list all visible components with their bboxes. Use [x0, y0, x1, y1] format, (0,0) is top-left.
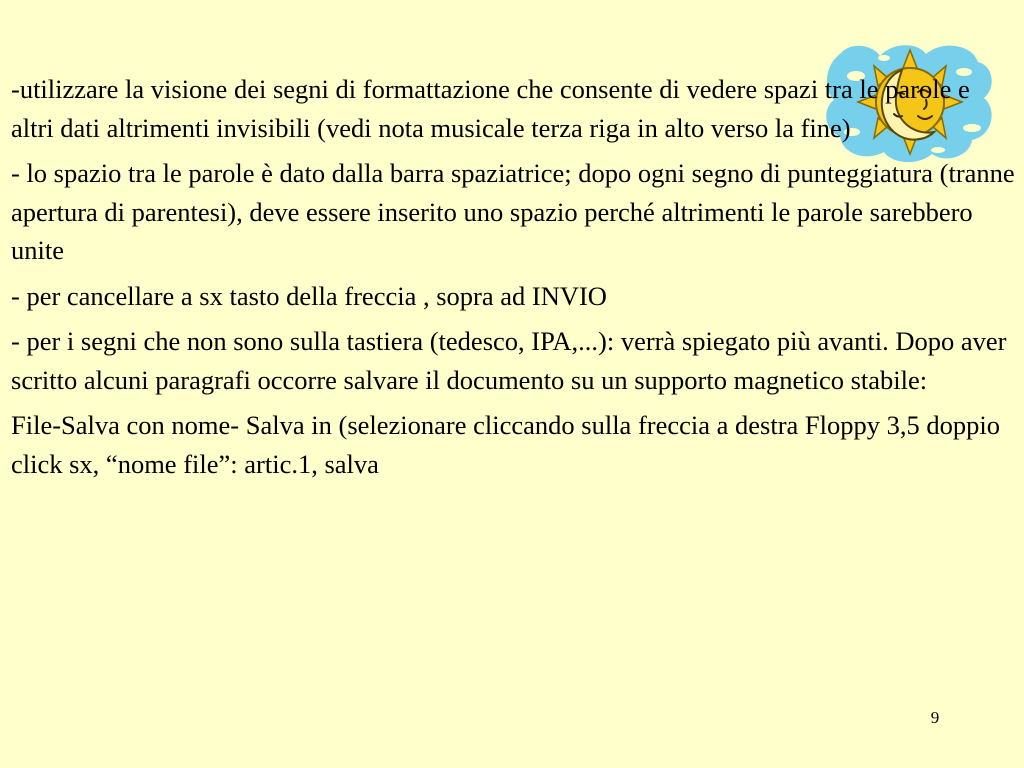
paragraph-spacebar: - lo spazio tra le parole è dato dalla barra spaziatrice; dopo ogni segno di punteggiatura (tranne apertura di parentesi), deve essere inserito uno spazio perché altrimenti le parole sarebbero unite [11, 158, 1015, 265]
page-number: 9 [930, 708, 940, 727]
slide-body [11, 70, 1015, 490]
paragraph-formatting-marks: -utilizzare la visione dei segni di formattazione che consente di vedere spazi tra le parole e altri dati altrimenti invisibili (vedi nota musicale terza riga in alto verso la fine) [11, 74, 970, 143]
paragraph-save-as: File-Salva con nome- Salva in (selezionare cliccando sulla freccia a destra Floppy 3,5 doppio click sx, “nome file”: artic.1, salva [11, 410, 1001, 479]
paragraph-delete-key: - per cancellare a sx tasto della freccia , sopra ad INVIO [11, 280, 607, 311]
paragraph-special-characters: - per i segni che non sono sulla tastiera (tedesco, IPA,...): verrà spiegato più avanti. Dopo aver scritto alcuni paragrafi occorre salvare il documento su un supporto magnetico stabile: [11, 326, 1007, 395]
